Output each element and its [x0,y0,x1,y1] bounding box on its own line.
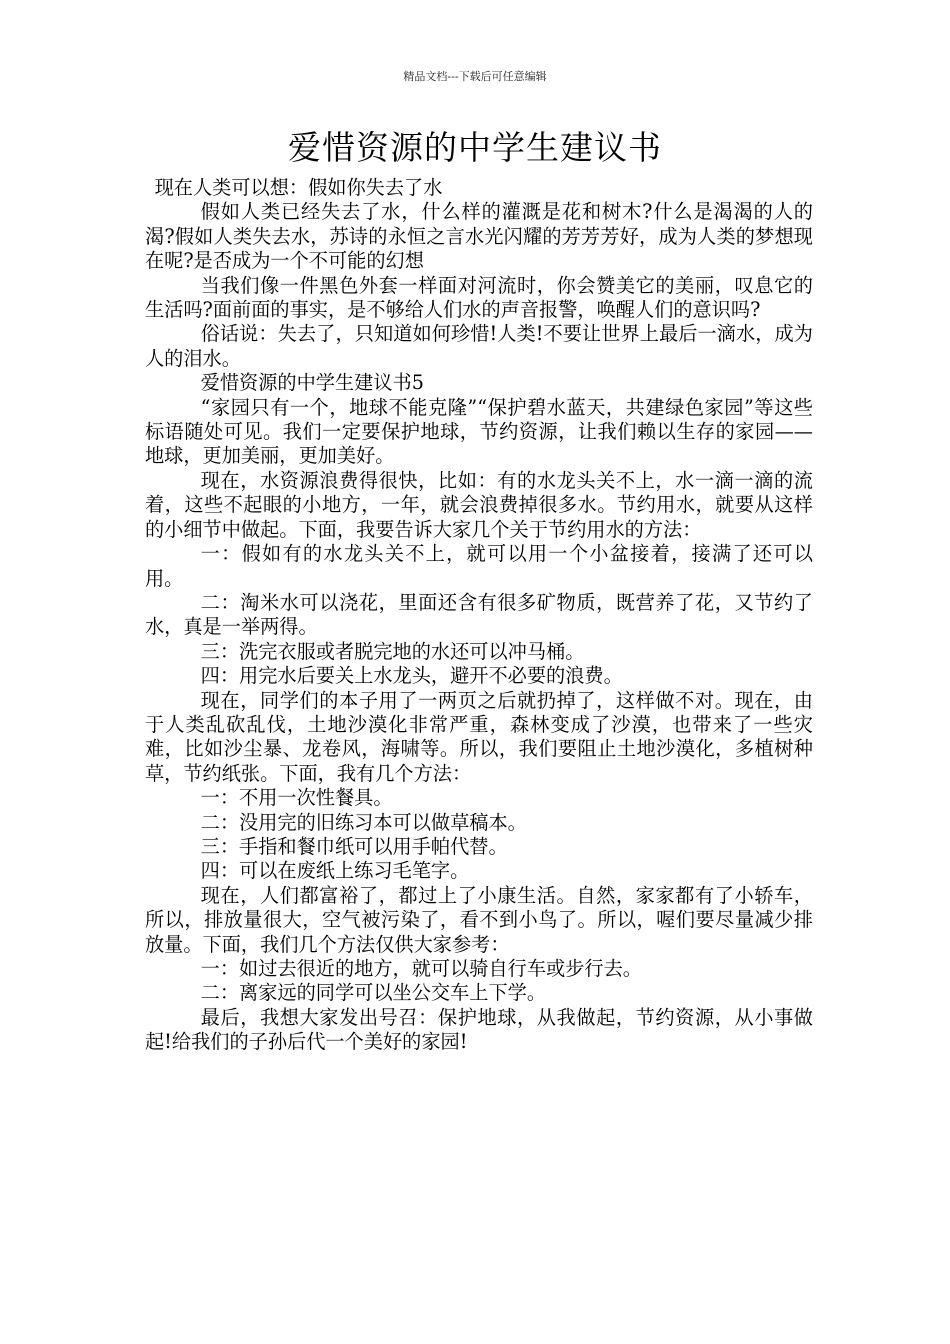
paragraph: 当我们像一件黑色外套一样面对河流时，你会赞美它的美丽，叹息它的生活吗?面前面的事实，是不够给人们水的声音报警，唤醒人们的意识吗? [145,273,813,322]
header-note: 精品文档---下载后可任意编辑 [403,70,547,83]
paragraph: 现在，水资源浪费得很快，比如：有的水龙头关不上，水一滴一滴的流着，这些不起眼的小地方，一年，就会浪费掉很多水。节约用水，就要从这样的小细节中做起。下面，我要告诉大家几个关于节约用水的方法： [145,468,813,541]
paragraph: 俗话说：失去了，只知道如何珍惜!人类!不要让世界上最后一滴水，成为人的泪水。 [145,322,813,370]
list-item: 二：没用完的旧练习本可以做草稿本。 [200,810,527,834]
section-heading: 爱惜资源的中学生建议书5 [200,371,424,395]
list-item: 四：可以在废纸上练习毛笔字。 [200,859,470,883]
list-item: 三：手指和餐巾纸可以用手帕代替。 [200,834,508,858]
paragraph: 现在，人们都富裕了，都过上了小康生活。自然，家家都有了小轿车，所以，排放量很大，空气被污染了，看不到小鸟了。所以，喔们要尽量减少排放量。下面，我们几个方法仅供大家参考： [145,883,813,956]
document-body [145,176,813,1055]
list-item: 二：离家远的同学可以坐公交车上下学。 [200,981,547,1005]
list-item: 三：洗完衣服或者脱完地的水还可以冲马桶。 [200,639,585,663]
list-item: 一：不用一次性餐具。 [200,786,393,810]
list-item: 一：假如有的水龙头关不上，就可以用一个小盆接着，接满了还可以用。 [145,542,813,590]
list-item: 四：用完水后要关上水龙头，避开不必要的浪费。 [200,664,623,688]
paragraph: 现在，同学们的本子用了一两页之后就扔掉了，这样做不对。现在，由于人类乱砍乱伐，土地沙漠化非常严重，森林变成了沙漠，也带来了一些灾难，比如沙尘暴、龙卷风，海啸等。所以，我们要阻止土地沙漠化，多植树种草，节约纸张。下面，我有几个方法： [145,688,813,785]
paragraph: 现在人类可以想：假如你失去了水 [154,176,443,199]
paragraph: 最后，我想大家发出号召：保护地球，从我做起，节约资源，从小事做起!给我们的子孙后代一个美好的家园! [145,1005,813,1054]
list-item: 一：如过去很近的地方，就可以骑自行车或步行去。 [200,957,642,980]
paragraph: “家园只有一个，地球不能克隆”“保护碧水蓝天，共建绿色家园”等这些标语随处可见。我们一定要保护地球，节约资源，让我们赖以生存的家园——地球，更加美丽，更加美好。 [145,395,813,468]
paragraph: 假如人类已经失去了水，什么样的灌溉是花和树木?什么是渴渴的人的渴?假如人类失去水，苏诗的永恒之言水光闪耀的芳芳芳好，成为人类的梦想现在呢?是否成为一个不可能的幻想 [145,200,813,273]
document-title: 爱惜资源的中学生建议书 [288,128,662,167]
list-item: 二：淘米水可以浇花，里面还含有很多矿物质，既营养了花，又节约了水，真是一举两得。 [145,590,813,639]
